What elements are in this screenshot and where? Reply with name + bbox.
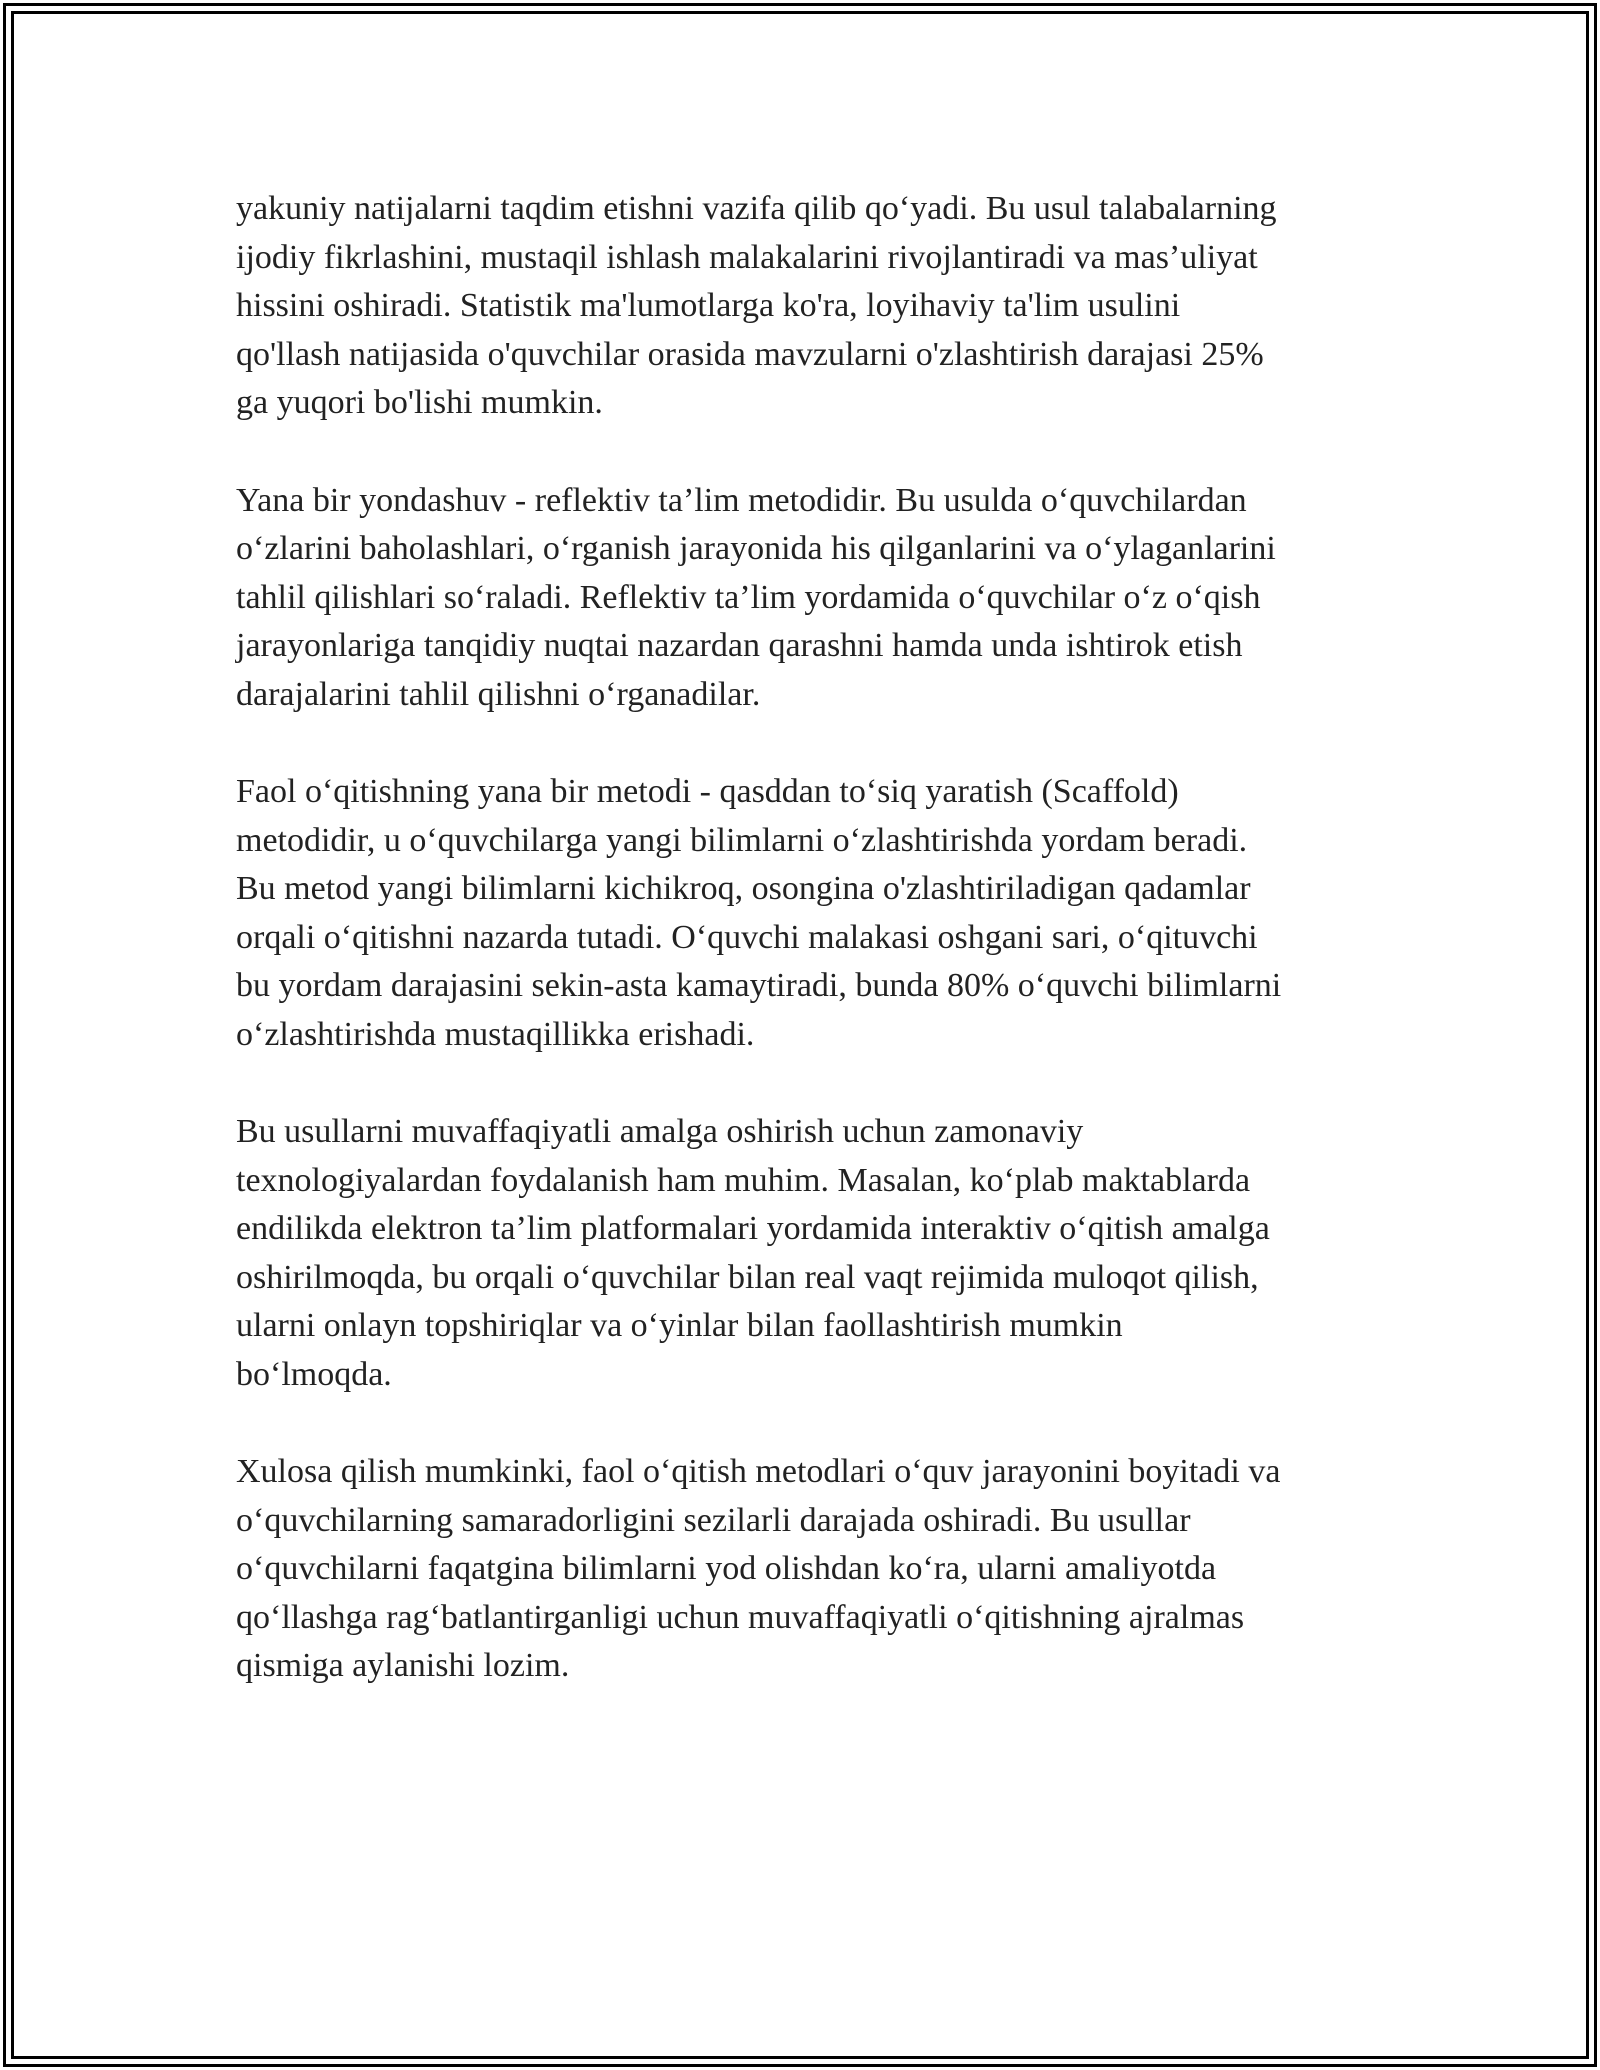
text-line: yakuniy natijalarni taqdim etishni vazifa qilib qoʻyadi. Bu usul talabalarning [236, 190, 1277, 227]
text-line: Bu usullarni muvaffaqiyatli amalga oshirish uchun zamonaviy [236, 1113, 1084, 1150]
text-line: Faol oʻqitishning yana bir metodi - qasddan toʻsiq yaratish (Scaffold) [236, 773, 1179, 810]
text-line: qoʻllashga ragʻbatlantirganligi uchun muvaffaqiyatli oʻqitishning ajralmas [236, 1598, 1245, 1636]
paragraph-scaffold-method [236, 768, 1376, 1059]
document-body [236, 185, 1376, 1740]
text-line: Bu metod yangi bilimlarni kichikroq, osongina o'zlashtiriladigan qadamlar [236, 870, 1251, 907]
text-line: qo'llash natijasida o'quvchilar orasida mavzularni o'zlashtirish darajasi 25% [236, 335, 1264, 373]
text-line: orqali oʻqitishni nazarda tutadi. Oʻquvchi malakasi oshgani sari, oʻqituvchi [236, 918, 1258, 956]
text-line: darajalarini tahlil qilishni oʻrganadilar. [236, 675, 761, 713]
text-line: bu yordam darajasini sekin-asta kamaytiradi, bunda 80% oʻquvchi bilimlarni [236, 967, 1282, 1004]
text-line: oʻzlarini baholashlari, oʻrganish jarayonida his qilganlarini va oʻylaganlarini [236, 530, 1276, 567]
text-line: Yana bir yondashuv - reflektiv ta’lim metodidir. Bu usulda oʻquvchilardan [236, 481, 1247, 519]
paragraph-project-learning [236, 185, 1376, 428]
text-line: ularni onlayn topshiriqlar va oʻyinlar bilan faollashtirish mumkin [236, 1307, 1123, 1344]
text-line: ijodiy fikrlashini, mustaqil ishlash malakalarini rivojlantiradi va mas’uliyat [236, 238, 1258, 276]
paragraph-conclusion [236, 1448, 1376, 1691]
text-line: oshirilmoqda, bu orqali oʻquvchilar bilan real vaqt rejimida muloqot qilish, [236, 1258, 1259, 1296]
text-line: oʻquvchilarning samaradorligini sezilarli darajada oshiradi. Bu usullar [236, 1501, 1191, 1539]
text-line: ga yuqori bo'lishi mumkin. [236, 384, 603, 421]
text-line: boʻlmoqda. [236, 1355, 392, 1393]
text-line: metodidir, u oʻquvchilarga yangi bilimlarni oʻzlashtirishda yordam beradi. [236, 821, 1248, 859]
text-line: texnologiyalardan foydalanish ham muhim. Masalan, koʻplab maktablarda [236, 1161, 1251, 1199]
text-line: oʻzlashtirishda mustaqillikka erishadi. [236, 1015, 755, 1053]
text-line: qismiga aylanishi lozim. [236, 1647, 570, 1684]
text-line: endilikda elektron ta’lim platformalari yordamida interaktiv oʻqitish amalga [236, 1210, 1270, 1247]
paragraph-modern-technologies [236, 1108, 1376, 1399]
text-line: tahlil qilishlari soʻraladi. Reflektiv ta’lim yordamida oʻquvchilar oʻz oʻqish [236, 578, 1261, 616]
text-line: Xulosa qilish mumkinki, faol oʻqitish metodlari oʻquv jarayonini boyitadi va [236, 1453, 1281, 1490]
text-line: hissini oshiradi. Statistik ma'lumotlarga ko'ra, loyihaviy ta'lim usulini [236, 287, 1181, 324]
paragraph-reflective-learning [236, 477, 1376, 720]
text-line: jarayonlariga tanqidiy nuqtai nazardan qarashni hamda unda ishtirok etish [236, 627, 1243, 664]
text-line: oʻquvchilarni faqatgina bilimlarni yod olishdan koʻra, ularni amaliyotda [236, 1550, 1217, 1587]
